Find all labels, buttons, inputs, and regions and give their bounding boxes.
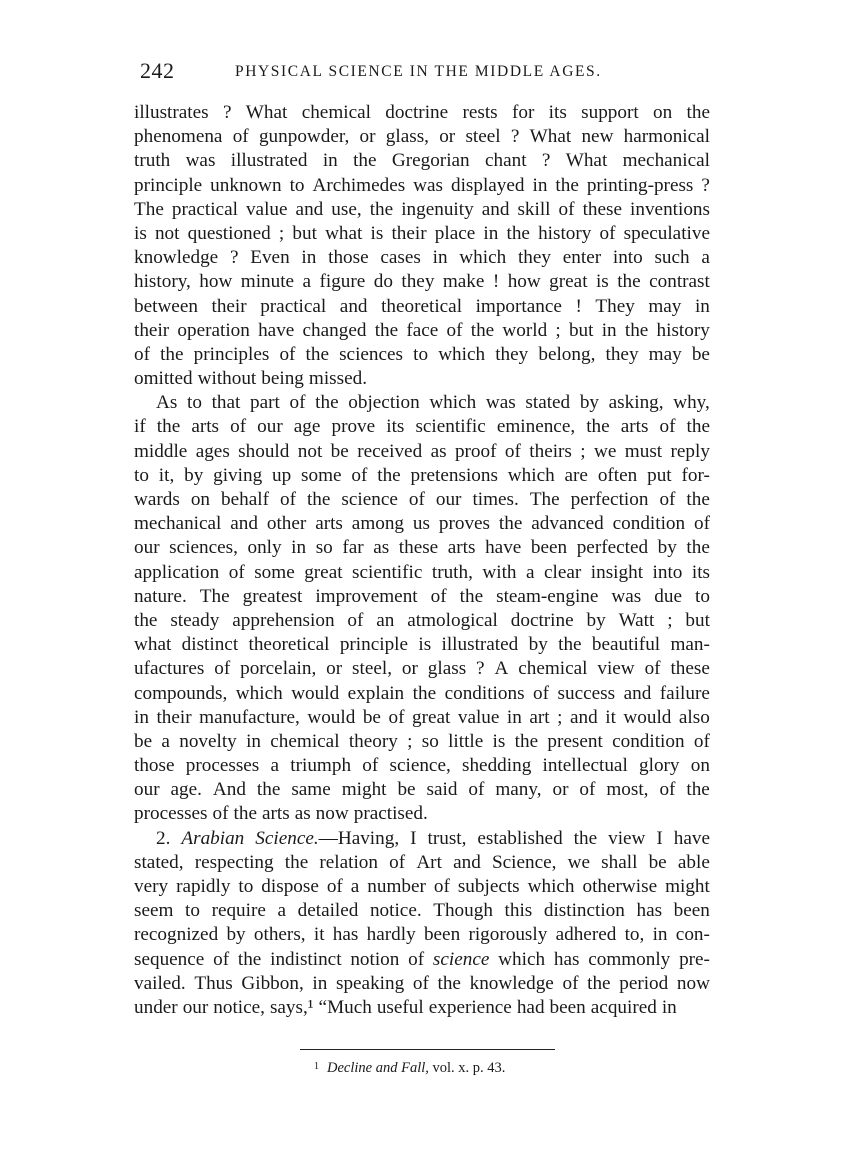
text-line: is not questioned ; but what is their place in the history of speculative (134, 222, 710, 244)
footnote-reference: vol. x. p. 43. (432, 1060, 506, 1076)
text-line: the steady apprehension of an atmological doctrine by Watt ; but (134, 609, 710, 631)
text-line: those processes a triumph of science, shedding intellectual glory on (134, 755, 710, 777)
text-line: vailed. Thus Gibbon, in speaking of the knowledge of the period now (134, 972, 710, 994)
text-line: our age. And the same might be said of many, or of most, of the (134, 779, 710, 801)
text-line: of the principles of the sciences to which they belong, they may be (134, 343, 710, 365)
page-header (140, 58, 710, 88)
text-line: wards on behalf of the science of our times. The perfection of the (134, 489, 710, 510)
text-line: very rapidly to dispose of a number of subjects which otherwise might (134, 876, 710, 897)
text-line: processes of the arts as now practised. (134, 803, 428, 825)
text-line: recognized by others, it has hardly been rigorously adhered to, in con- (134, 924, 710, 946)
text-line: phenomena of gunpowder, or glass, or steel ? What new harmonical (134, 126, 710, 148)
text-line: The practical value and use, the ingenuity and skill of these inventions (134, 198, 710, 220)
text-line: mechanical and other arts among us proves the advanced condition of (134, 513, 710, 535)
body-text (134, 101, 710, 1020)
text-line: principle unknown to Archimedes was displayed in the printing-press ? (134, 174, 710, 196)
footnote-rule (300, 1049, 555, 1050)
text-line: stated, respecting the relation of Art and Science, we shall be able (134, 851, 710, 873)
footnote-marker: 1 (314, 1061, 319, 1072)
text-line: As to that part of the objection which was stated by asking, why, (156, 392, 710, 414)
text-line: what distinct theoretical principle is illustrated by the beautiful man- (134, 634, 710, 656)
text-line: be a novelty in chemical theory ; so little is the present condition of (134, 730, 710, 752)
running-head: PHYSICAL SCIENCE IN THE MIDDLE AGES. (235, 63, 602, 80)
text-line: their operation have changed the face of the world ; but in the history (134, 319, 710, 341)
text-line: under our notice, says,¹ “Much useful experience had been acquired in (134, 996, 677, 1018)
text-line: 2. Arabian Science.—Having, I trust, established the view I have (156, 827, 710, 849)
text-line: our sciences, only in so far as these arts have been perfected by the (134, 537, 710, 559)
text-line: knowledge ? Even in those cases in which they enter into such a (134, 247, 710, 269)
page-number: 242 (140, 58, 175, 83)
text-line: between their practical and theoretical importance ! They may in (134, 295, 710, 317)
text-line: omitted without being missed. (134, 368, 368, 390)
text-line: in their manufacture, would be of great value in art ; and it would also (134, 706, 710, 728)
text-line: history, how minute a figure do they make ! how great is the contrast (134, 271, 710, 293)
text-line: sequence of the indistinct notion of science which has commonly pre- (134, 948, 710, 970)
text-line: to it, by giving up some of the pretensions which are often put for- (134, 464, 710, 486)
text-line: ufactures of porcelain, or steel, or glass ? A chemical view of these (134, 658, 710, 680)
footnote (314, 1060, 505, 1077)
paragraph (134, 827, 710, 1021)
text-line: if the arts of our age prove its scientific eminence, the arts of the (134, 416, 710, 438)
text-line: seem to require a detailed notice. Though this distinction has been (134, 900, 710, 922)
paragraph (134, 101, 710, 391)
text-line: compounds, which would explain the conditions of success and failure (134, 682, 710, 704)
text-line: truth was illustrated in the Gregorian chant ? What mechanical (134, 150, 710, 172)
text-line: middle ages should not be received as proof of theirs ; we must reply (134, 440, 710, 462)
text-line: application of some great scientific truth, with a clear insight into its (134, 561, 710, 583)
paragraph (134, 391, 710, 826)
footnote-title: Decline and Fall, (327, 1060, 429, 1076)
text-line: nature. The greatest improvement of the steam-engine was due to (134, 585, 710, 607)
text-line: illustrates ? What chemical doctrine rests for its support on the (134, 102, 710, 123)
